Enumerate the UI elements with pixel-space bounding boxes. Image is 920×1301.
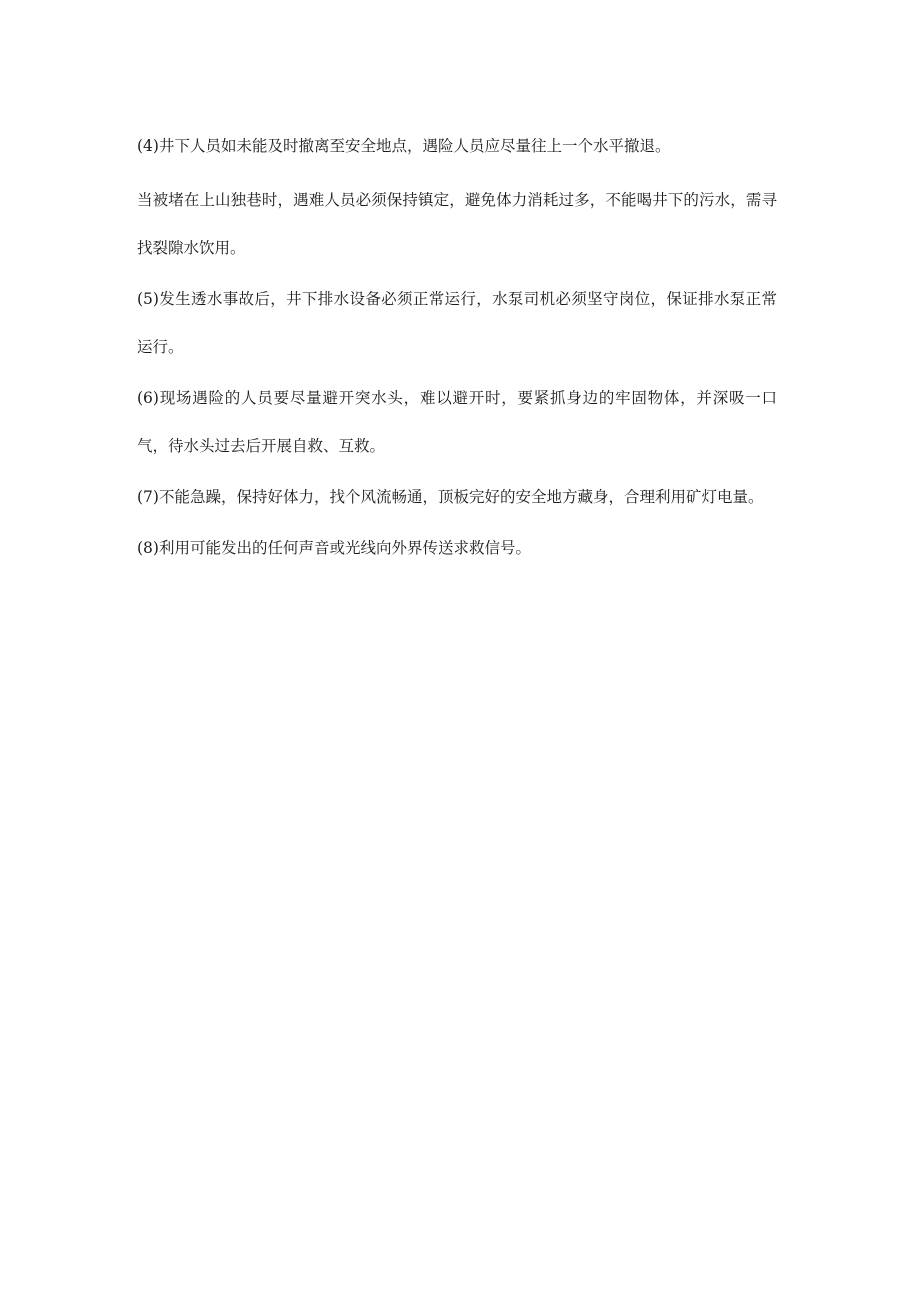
paragraph-item-5: (5)发生透水事故后，井下排水设备必须正常运行，水泵司机必须坚守岗位，保证排水泵正常运行。 <box>137 290 777 356</box>
paragraph-item-4: (4)井下人员如未能及时撤离至安全地点，遇险人员应尽量往上一个水平撤退。 <box>137 137 671 155</box>
paragraph-trapped-upper-roadway: 当被堵在上山独巷时，遇难人员必须保持镇定，避免体力消耗过多，不能喝井下的污水，需寻找裂隙水饮用。 <box>137 191 777 257</box>
paragraph-item-6: (6)现场遇险的人员要尽量避开突水头，难以避开时，要紧抓身边的牢固物体，并深吸一口气，待水头过去后开展自救、互救。 <box>137 389 777 455</box>
paragraph-item-7: (7)不能急躁，保持好体力，找个风流畅通，顶板完好的安全地方藏身，合理利用矿灯电量。 <box>137 488 764 506</box>
paragraph-item-8: (8)利用可能发出的任何声音或光线向外界传送求救信号。 <box>137 539 531 557</box>
document-body <box>137 126 777 575</box>
